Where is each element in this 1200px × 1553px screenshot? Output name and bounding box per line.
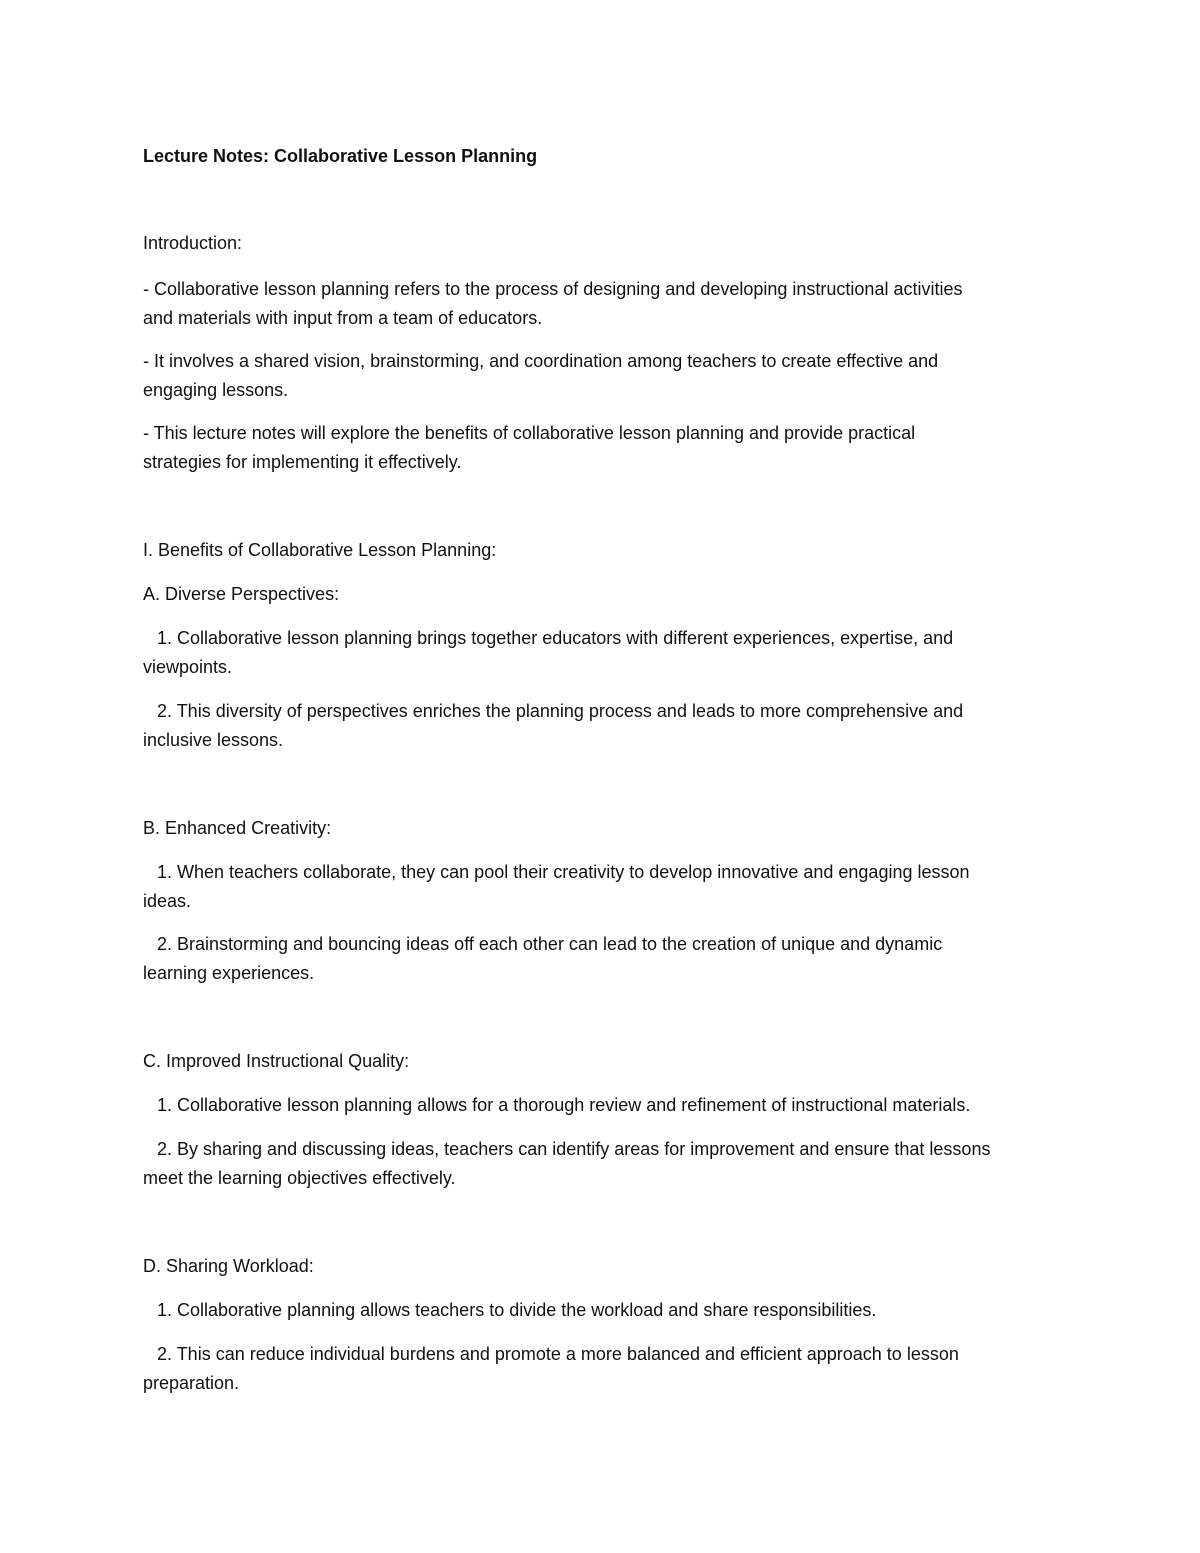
subsection-c-point-2-line-1: 2. By sharing and discussing ideas, teachers can identify areas for improvement and ensure that lessons [157, 1139, 991, 1159]
intro-point-1-line-1: - Collaborative lesson planning refers to the process of designing and developing instructional activities [143, 279, 963, 299]
intro-point-1-line-2: and materials with input from a team of educators. [143, 308, 543, 328]
subsection-b-heading: B. Enhanced Creativity: [143, 818, 332, 838]
subsection-a-point-2-line-2: inclusive lessons. [143, 730, 284, 750]
intro-point-3-line-2: strategies for implementing it effectively. [143, 452, 462, 472]
document-title: Lecture Notes: Collaborative Lesson Planning [143, 146, 538, 166]
subsection-a-heading: A. Diverse Perspectives: [143, 584, 340, 604]
subsection-b-point-1-line-2: ideas. [143, 891, 192, 911]
intro-point-2-line-1: - It involves a shared vision, brainstorming, and coordination among teachers to create effective and [143, 351, 939, 371]
subsection-a-point-1-line-2: viewpoints. [143, 657, 233, 677]
subsection-b-point-1-line-1: 1. When teachers collaborate, they can pool their creativity to develop innovative and engaging lesson [157, 862, 970, 882]
intro-point-3-line-1: - This lecture notes will explore the benefits of collaborative lesson planning and provide practical [143, 423, 916, 443]
intro-heading: Introduction: [143, 233, 243, 253]
subsection-c-point-1-line-1: 1. Collaborative lesson planning allows for a thorough review and refinement of instructional materials. [157, 1095, 971, 1115]
subsection-d-point-2-line-2: preparation. [143, 1373, 240, 1393]
subsection-c-heading: C. Improved Instructional Quality: [143, 1051, 410, 1071]
subsection-d-point-2-line-1: 2. This can reduce individual burdens and promote a more balanced and efficient approach to lesson [157, 1344, 959, 1364]
intro-point-2-line-2: engaging lessons. [143, 380, 289, 400]
subsection-b-point-2-line-1: 2. Brainstorming and bouncing ideas off each other can lead to the creation of unique and dynamic [157, 934, 943, 954]
subsection-a-point-1-line-1: 1. Collaborative lesson planning brings together educators with different experiences, expertise, and [157, 628, 954, 648]
subsection-d-heading: D. Sharing Workload: [143, 1256, 314, 1276]
subsection-a-point-2-line-1: 2. This diversity of perspectives enriches the planning process and leads to more comprehensive and [157, 701, 964, 721]
subsection-b-point-2-line-2: learning experiences. [143, 963, 315, 983]
subsection-c-point-2-line-2: meet the learning objectives effectively. [143, 1168, 456, 1188]
subsection-d-point-1-line-1: 1. Collaborative planning allows teachers to divide the workload and share responsibilities. [157, 1300, 877, 1320]
section-heading: I. Benefits of Collaborative Lesson Planning: [143, 540, 497, 560]
